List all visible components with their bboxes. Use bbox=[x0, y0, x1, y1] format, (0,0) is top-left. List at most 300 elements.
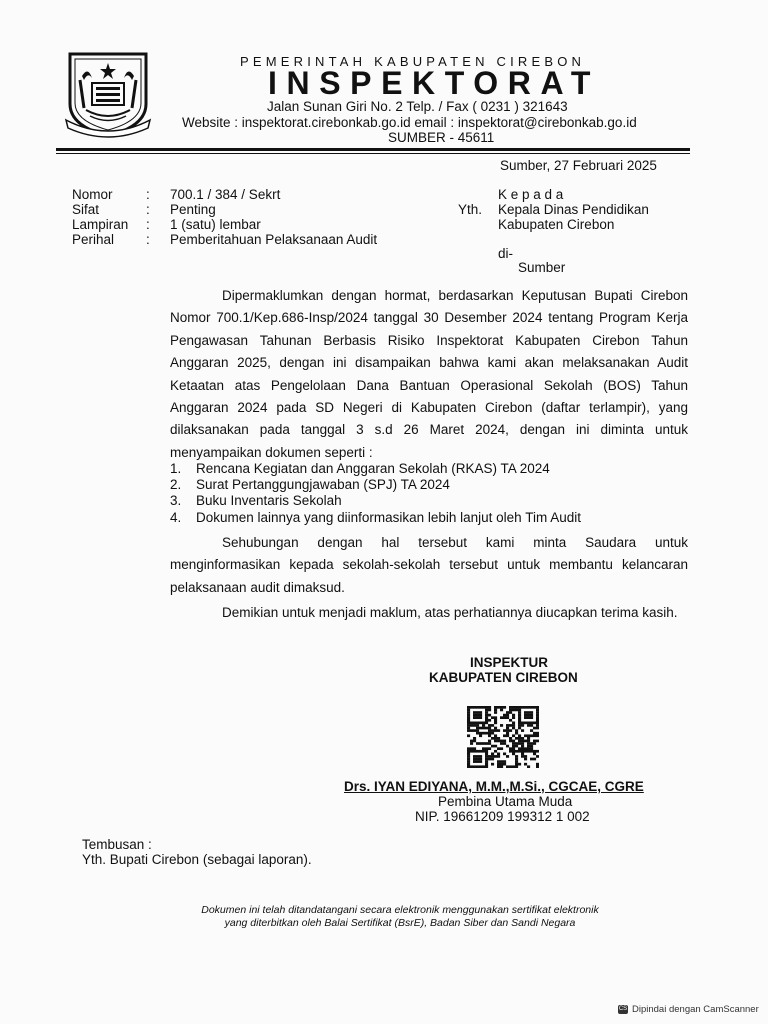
qr-module bbox=[494, 734, 497, 737]
qr-module bbox=[524, 747, 527, 750]
footer-line-2: yang diterbitkan oleh Balai Sertifikat (BsrE), Badan Siber dan Sandi Negara bbox=[224, 916, 576, 929]
qr-module bbox=[479, 722, 482, 725]
qr-module bbox=[497, 737, 500, 740]
qr-module bbox=[506, 765, 509, 768]
qr-module bbox=[485, 709, 488, 712]
qr-module bbox=[524, 758, 527, 761]
qr-module bbox=[533, 727, 536, 730]
letterhead-city: SUMBER - 45611 bbox=[388, 130, 495, 145]
qr-module bbox=[473, 716, 476, 719]
qr-module bbox=[506, 714, 509, 717]
list-item-number: 1. bbox=[170, 461, 182, 476]
qr-module bbox=[485, 765, 488, 768]
qr-module bbox=[512, 765, 515, 768]
qr-module bbox=[512, 740, 515, 743]
qr-module bbox=[494, 727, 497, 730]
qr-module bbox=[518, 714, 521, 717]
qr-module bbox=[506, 729, 509, 732]
qr-module bbox=[476, 755, 479, 758]
qr-module bbox=[485, 763, 488, 766]
cirebon-regency-emblem-icon bbox=[62, 50, 154, 138]
qr-module bbox=[473, 724, 476, 727]
qr-module bbox=[467, 709, 470, 712]
qr-module bbox=[491, 755, 494, 758]
qr-module bbox=[503, 714, 506, 717]
qr-module bbox=[482, 706, 485, 709]
qr-module bbox=[485, 719, 488, 722]
signer-name: Drs. IYAN EDIYANA, M.M.,M.Si., CGCAE, CGRE bbox=[344, 779, 644, 794]
qr-module bbox=[467, 729, 470, 732]
qr-module bbox=[509, 765, 512, 768]
qr-module bbox=[509, 709, 512, 712]
qr-module bbox=[467, 716, 470, 719]
qr-module bbox=[503, 734, 506, 737]
qr-module bbox=[470, 729, 473, 732]
qr-module bbox=[491, 724, 494, 727]
qr-module bbox=[488, 724, 491, 727]
qr-module bbox=[485, 760, 488, 763]
qr-module bbox=[473, 729, 476, 732]
meta-value-sifat: Penting bbox=[170, 202, 216, 217]
qr-module bbox=[509, 711, 512, 714]
qr-module bbox=[509, 706, 512, 709]
qr-module bbox=[482, 722, 485, 725]
qr-module bbox=[527, 745, 530, 748]
recipient-line2: Kabupaten Cirebon bbox=[498, 217, 615, 232]
qr-module bbox=[467, 765, 470, 768]
list-item: Buku Inventaris Sekolah bbox=[196, 493, 342, 508]
qr-module bbox=[476, 714, 479, 717]
qr-module bbox=[467, 747, 470, 750]
qr-module bbox=[500, 716, 503, 719]
qr-module bbox=[482, 765, 485, 768]
qr-module bbox=[476, 724, 479, 727]
qr-module bbox=[518, 747, 521, 750]
qr-module bbox=[494, 722, 497, 725]
qr-module bbox=[521, 724, 524, 727]
qr-module bbox=[467, 719, 470, 722]
qr-module bbox=[509, 740, 512, 743]
recipient-yth: Yth. bbox=[458, 202, 483, 217]
qr-module bbox=[467, 727, 470, 730]
qr-module bbox=[485, 742, 488, 745]
letterhead-address: Jalan Sunan Giri No. 2 Telp. / Fax ( 0231 ) 321643 bbox=[267, 99, 568, 114]
qr-module bbox=[494, 755, 497, 758]
qr-module bbox=[473, 737, 476, 740]
qr-module bbox=[512, 724, 515, 727]
qr-module bbox=[509, 724, 512, 727]
qr-module bbox=[494, 709, 497, 712]
qr-module bbox=[515, 763, 518, 766]
qr-module bbox=[482, 724, 485, 727]
letterhead-rule-thin bbox=[56, 153, 690, 154]
qr-module bbox=[533, 740, 536, 743]
camscanner-text: Dipindai dengan CamScanner bbox=[632, 1004, 759, 1015]
qr-module bbox=[491, 729, 494, 732]
qr-module bbox=[512, 734, 515, 737]
qr-module bbox=[500, 740, 503, 743]
qr-module bbox=[470, 722, 473, 725]
qr-module bbox=[476, 727, 479, 730]
qr-module bbox=[527, 714, 530, 717]
qr-module bbox=[518, 742, 521, 745]
qr-module bbox=[488, 729, 491, 732]
qr-module bbox=[515, 742, 518, 745]
qr-module bbox=[530, 747, 533, 750]
qr-module bbox=[491, 763, 494, 766]
qr-module bbox=[485, 750, 488, 753]
qr-module bbox=[527, 706, 530, 709]
qr-module bbox=[494, 706, 497, 709]
qr-module bbox=[524, 750, 527, 753]
qr-module bbox=[497, 706, 500, 709]
qr-module bbox=[473, 714, 476, 717]
qr-module bbox=[491, 716, 494, 719]
body-paragraph-2-text: Sehubungan dengan hal tersebut kami minta Saudara untuk menginformasikan kepada sekolah-sekolah tersebut untuk membantu kelancaran pelaksanaan audit dimaksud. bbox=[170, 535, 688, 595]
qr-module bbox=[515, 758, 518, 761]
qr-module bbox=[470, 706, 473, 709]
qr-module bbox=[479, 755, 482, 758]
cc-label: Tembusan : bbox=[82, 837, 152, 852]
qr-module bbox=[482, 742, 485, 745]
qr-module bbox=[485, 706, 488, 709]
qr-module bbox=[488, 732, 491, 735]
meta-label: Perihal bbox=[72, 232, 115, 247]
qr-module bbox=[470, 742, 473, 745]
qr-module bbox=[476, 742, 479, 745]
qr-module bbox=[518, 719, 521, 722]
qr-module bbox=[515, 760, 518, 763]
body-paragraph-1 bbox=[170, 285, 688, 464]
qr-module bbox=[500, 709, 503, 712]
qr-module bbox=[536, 706, 539, 709]
list-item-number: 2. bbox=[170, 477, 182, 492]
qr-module bbox=[485, 732, 488, 735]
qr-module bbox=[530, 722, 533, 725]
qr-module bbox=[503, 706, 506, 709]
qr-module bbox=[473, 711, 476, 714]
qr-module bbox=[479, 734, 482, 737]
qr-module bbox=[521, 706, 524, 709]
footer-line-1: Dokumen ini telah ditandatangani secara elektronik menggunakan sertifikat elektronik bbox=[201, 904, 599, 916]
qr-module bbox=[515, 706, 518, 709]
qr-module bbox=[527, 742, 530, 745]
qr-module bbox=[515, 745, 518, 748]
qr-module bbox=[506, 745, 509, 748]
qr-module bbox=[506, 716, 509, 719]
letter-date: Sumber, 27 Februari 2025 bbox=[500, 158, 657, 173]
qr-module bbox=[497, 740, 500, 743]
qr-module bbox=[527, 716, 530, 719]
qr-module bbox=[467, 753, 470, 756]
qr-module bbox=[530, 745, 533, 748]
qr-module bbox=[518, 750, 521, 753]
qr-module bbox=[503, 763, 506, 766]
qr-module bbox=[503, 740, 506, 743]
qr-module bbox=[473, 750, 476, 753]
qr-module bbox=[500, 742, 503, 745]
body-paragraph-2 bbox=[170, 532, 688, 599]
qr-module bbox=[524, 722, 527, 725]
qr-module bbox=[527, 734, 530, 737]
qr-module bbox=[479, 750, 482, 753]
qr-module bbox=[476, 750, 479, 753]
letterhead-government: PEMERINTAH KABUPATEN CIREBON bbox=[240, 54, 586, 69]
qr-module bbox=[470, 740, 473, 743]
qr-module bbox=[479, 716, 482, 719]
qr-module bbox=[515, 729, 518, 732]
qr-module bbox=[527, 711, 530, 714]
qr-module bbox=[536, 719, 539, 722]
qr-module bbox=[518, 737, 521, 740]
qr-module bbox=[512, 714, 515, 717]
qr-module bbox=[494, 711, 497, 714]
qr-module bbox=[527, 722, 530, 725]
qr-module bbox=[482, 732, 485, 735]
qr-module bbox=[488, 742, 491, 745]
list-item: Rencana Kegiatan dan Anggaran Sekolah (RKAS) TA 2024 bbox=[196, 461, 550, 476]
qr-module bbox=[530, 724, 533, 727]
qr-module bbox=[494, 737, 497, 740]
qr-module bbox=[467, 750, 470, 753]
qr-module bbox=[530, 711, 533, 714]
qr-module bbox=[530, 750, 533, 753]
body-paragraph-3-text: Demikian untuk menjadi maklum, atas perhatiannya diucapkan terima kasih. bbox=[222, 605, 678, 620]
qr-module bbox=[488, 755, 491, 758]
meta-sep: : bbox=[146, 202, 150, 217]
qr-module bbox=[485, 727, 488, 730]
meta-sep: : bbox=[146, 232, 150, 247]
meta-value-lampiran: 1 (satu) lembar bbox=[170, 217, 261, 232]
qr-module bbox=[521, 740, 524, 743]
qr-module bbox=[467, 724, 470, 727]
qr-module bbox=[503, 753, 506, 756]
qr-module bbox=[479, 765, 482, 768]
qr-module bbox=[467, 714, 470, 717]
qr-module bbox=[533, 722, 536, 725]
qr-module bbox=[536, 763, 539, 766]
qr-module bbox=[500, 760, 503, 763]
qr-module bbox=[518, 709, 521, 712]
qr-module bbox=[497, 763, 500, 766]
qr-module bbox=[512, 706, 515, 709]
qr-module bbox=[506, 755, 509, 758]
qr-module bbox=[479, 706, 482, 709]
qr-module bbox=[473, 740, 476, 743]
qr-module bbox=[491, 758, 494, 761]
recipient-kepada: K e p a d a bbox=[498, 187, 564, 202]
qr-module bbox=[479, 758, 482, 761]
qr-module bbox=[524, 706, 527, 709]
body-paragraph-3 bbox=[170, 602, 688, 624]
qr-module bbox=[524, 734, 527, 737]
qr-module bbox=[494, 740, 497, 743]
qr-module bbox=[479, 732, 482, 735]
qr-module bbox=[494, 719, 497, 722]
recipient-line1: Kepala Dinas Pendidikan bbox=[498, 202, 649, 217]
qr-module bbox=[536, 765, 539, 768]
qr-module bbox=[524, 740, 527, 743]
qr-module bbox=[473, 760, 476, 763]
qr-module bbox=[491, 745, 494, 748]
qr-module bbox=[467, 706, 470, 709]
qr-module bbox=[527, 747, 530, 750]
qr-module bbox=[512, 745, 515, 748]
qr-module bbox=[536, 711, 539, 714]
qr-module bbox=[524, 714, 527, 717]
qr-module bbox=[524, 763, 527, 766]
qr-module bbox=[503, 760, 506, 763]
meta-label: Nomor bbox=[72, 187, 113, 202]
qr-module bbox=[536, 722, 539, 725]
qr-module bbox=[497, 765, 500, 768]
list-item: Dokumen lainnya yang diinformasikan lebih lanjut oleh Tim Audit bbox=[196, 510, 581, 525]
qr-module bbox=[494, 729, 497, 732]
qr-module bbox=[503, 742, 506, 745]
qr-module bbox=[518, 716, 521, 719]
qr-module bbox=[515, 755, 518, 758]
signer-office: KABUPATEN CIREBON bbox=[429, 670, 578, 685]
qr-module bbox=[512, 727, 515, 730]
qr-module bbox=[467, 758, 470, 761]
qr-module bbox=[518, 722, 521, 725]
qr-module bbox=[524, 755, 527, 758]
qr-module bbox=[536, 755, 539, 758]
qr-module bbox=[485, 753, 488, 756]
qr-module bbox=[494, 750, 497, 753]
meta-label: Sifat bbox=[72, 202, 100, 217]
qr-module bbox=[500, 765, 503, 768]
qr-module bbox=[512, 722, 515, 725]
qr-module bbox=[473, 755, 476, 758]
qr-module bbox=[530, 729, 533, 732]
qr-module bbox=[500, 724, 503, 727]
qr-module bbox=[521, 742, 524, 745]
qr-module bbox=[536, 724, 539, 727]
qr-module bbox=[470, 747, 473, 750]
qr-module bbox=[488, 734, 491, 737]
qr-module bbox=[488, 709, 491, 712]
qr-module bbox=[533, 753, 536, 756]
qr-module bbox=[530, 734, 533, 737]
qr-module bbox=[470, 724, 473, 727]
cc-item: Yth. Bupati Cirebon (sebagai laporan). bbox=[82, 852, 312, 867]
qr-module bbox=[512, 750, 515, 753]
qr-module bbox=[479, 742, 482, 745]
qr-module bbox=[473, 706, 476, 709]
qr-module bbox=[527, 737, 530, 740]
qr-module bbox=[518, 740, 521, 743]
qr-module bbox=[482, 750, 485, 753]
qr-module bbox=[494, 716, 497, 719]
qr-module bbox=[518, 763, 521, 766]
qr-module bbox=[527, 724, 530, 727]
qr-module bbox=[488, 740, 491, 743]
qr-module bbox=[479, 714, 482, 717]
qr-module bbox=[479, 711, 482, 714]
qr-module bbox=[473, 758, 476, 761]
qr-module bbox=[476, 732, 479, 735]
qr-module bbox=[512, 742, 515, 745]
qr-module bbox=[536, 714, 539, 717]
qr-module bbox=[518, 734, 521, 737]
qr-module bbox=[488, 727, 491, 730]
qr-module bbox=[488, 719, 491, 722]
letterhead-rule-thick bbox=[56, 148, 690, 151]
letterhead-agency: INSPEKTORAT bbox=[268, 65, 600, 101]
qr-module bbox=[467, 722, 470, 725]
qr-module bbox=[476, 729, 479, 732]
qr-module bbox=[503, 716, 506, 719]
qr-module bbox=[473, 747, 476, 750]
meta-sep: : bbox=[146, 187, 150, 202]
qr-module bbox=[506, 734, 509, 737]
qr-module bbox=[509, 729, 512, 732]
qr-module bbox=[518, 724, 521, 727]
qr-module bbox=[536, 727, 539, 730]
qr-module bbox=[509, 737, 512, 740]
qr-module bbox=[515, 765, 518, 768]
camscanner-badge-icon: CS bbox=[618, 1005, 628, 1012]
recipient-di: di- bbox=[498, 246, 514, 261]
qr-module bbox=[527, 750, 530, 753]
qr-module bbox=[530, 758, 533, 761]
qr-module bbox=[521, 747, 524, 750]
signer-title: INSPEKTUR bbox=[470, 655, 549, 670]
qr-module bbox=[497, 755, 500, 758]
qr-module bbox=[476, 760, 479, 763]
qr-module bbox=[488, 714, 491, 717]
qr-module bbox=[515, 750, 518, 753]
qr-module bbox=[521, 753, 524, 756]
qr-module bbox=[488, 758, 491, 761]
signer-rank: Pembina Utama Muda bbox=[438, 794, 573, 809]
qr-module bbox=[530, 716, 533, 719]
qr-module bbox=[533, 742, 536, 745]
qr-module bbox=[470, 750, 473, 753]
qr-module bbox=[500, 706, 503, 709]
qr-module bbox=[485, 722, 488, 725]
qr-module bbox=[515, 732, 518, 735]
qr-module bbox=[500, 747, 503, 750]
qr-module bbox=[530, 742, 533, 745]
qr-module bbox=[536, 740, 539, 743]
qr-module bbox=[485, 711, 488, 714]
qr-module bbox=[518, 706, 521, 709]
qr-module bbox=[479, 727, 482, 730]
qr-module bbox=[467, 755, 470, 758]
qr-module bbox=[509, 719, 512, 722]
qr-module bbox=[536, 716, 539, 719]
list-item-number: 4. bbox=[170, 510, 182, 525]
meta-label: Lampiran bbox=[72, 217, 129, 232]
body-paragraph-1-text: Dipermaklumkan dengan hormat, berdasarkan Keputusan Bupati Cirebon Nomor 700.1/Kep.686-Insp/2024 tanggal 30 Desember 2024 tentang Program Kerja Pengawasan Tahunan Berbasis Risiko Inspektorat Kabupaten Cirebon Tahun Anggaran 2025, dengan ini disampaikan bahwa kami akan melaksanakan Audit Ketaatan atas Pengelolaan Dana Bantuan Operasional Sekolah (BOS) Tahun Anggaran 2024 pada SD Negeri di Kabupaten Cirebon (daftar terlampir), yang dilaksanakan pada tanggal 3 s.d 26 Maret 2024, dengan ini diminta untuk menyampaikan dokumen seperti : bbox=[170, 288, 688, 460]
qr-module bbox=[467, 760, 470, 763]
qr-module bbox=[491, 737, 494, 740]
qr-module bbox=[512, 753, 515, 756]
qr-module bbox=[521, 750, 524, 753]
qr-module bbox=[527, 765, 530, 768]
letterhead-contact: Website : inspektorat.cirebonkab.go.id email : inspektorat@cirebonkab.go.id bbox=[182, 115, 637, 130]
qr-module bbox=[527, 740, 530, 743]
qr-module bbox=[473, 722, 476, 725]
qr-module bbox=[512, 747, 515, 750]
qr-module bbox=[533, 734, 536, 737]
qr-module bbox=[488, 747, 491, 750]
qr-module bbox=[530, 714, 533, 717]
qr-module bbox=[506, 711, 509, 714]
qr-module bbox=[521, 737, 524, 740]
